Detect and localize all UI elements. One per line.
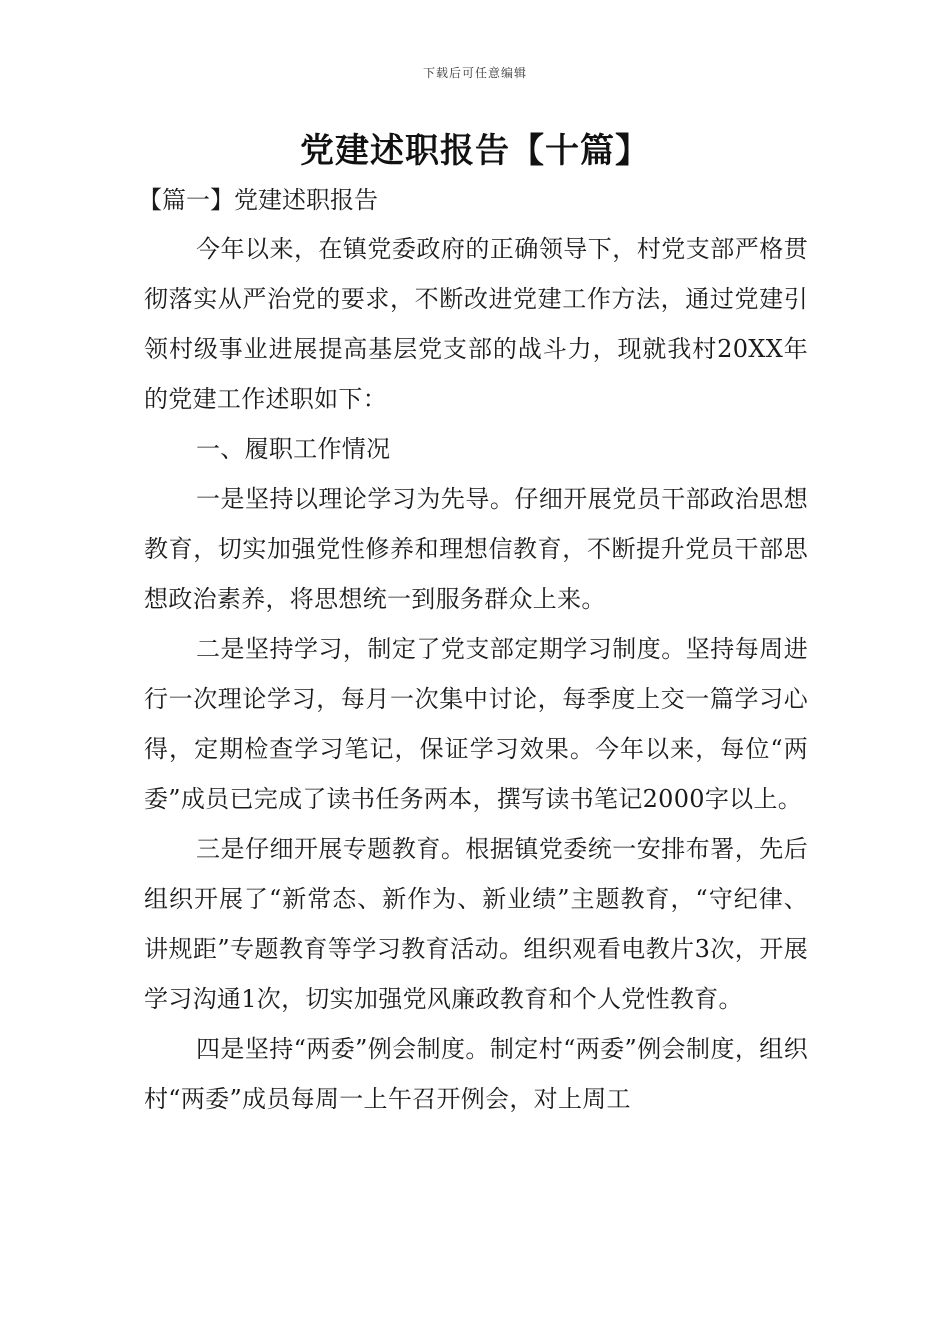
paragraph-intro: 今年以来，在镇党委政府的正确领导下，村党支部严格贯彻落实从严治党的要求，不断改进党建工作方法，通过党建引领村级事业进展提高基层党支部的战斗力，现就我村20XX年的党建工作述职如下： xyxy=(144,235,808,413)
document-title: 党建述职报告【十篇】 xyxy=(300,131,650,171)
document-body xyxy=(138,178,808,1124)
paragraph-item-4: 四是坚持“两委”例会制度。制定村“两委”例会制度，组织村“两委”成员每周一上午召开例会，对上周工 xyxy=(144,1035,808,1113)
section-heading: 【篇一】党建述职报告 xyxy=(138,186,378,214)
header-note: 下载后可任意编辑 xyxy=(422,66,527,80)
paragraph-item-2: 二是坚持学习，制定了党支部定期学习制度。坚持每周进行一次理论学习，每月一次集中讨论，每季度上交一篇学习心得，定期检查学习笔记，保证学习效果。今年以来，每位“两委”成员已完成了读书任务两本，撰写读书笔记2000字以上。 xyxy=(144,635,808,813)
paragraph-subheading: 一、履职工作情况 xyxy=(196,435,391,463)
paragraph-item-1: 一是坚持以理论学习为先导。仔细开展党员干部政治思想教育，切实加强党性修养和理想信教育，不断提升党员干部思想政治素养，将思想统一到服务群众上来。 xyxy=(144,485,808,613)
paragraph-item-3: 三是仔细开展专题教育。根据镇党委统一安排布署，先后组织开展了“新常态、新作为、新业绩”主题教育，“守纪律、讲规距”专题教育等学习教育活动。组织观看电教片3次，开展学习沟通1次，切实加强党风廉政教育和个人党性教育。 xyxy=(144,835,808,1013)
